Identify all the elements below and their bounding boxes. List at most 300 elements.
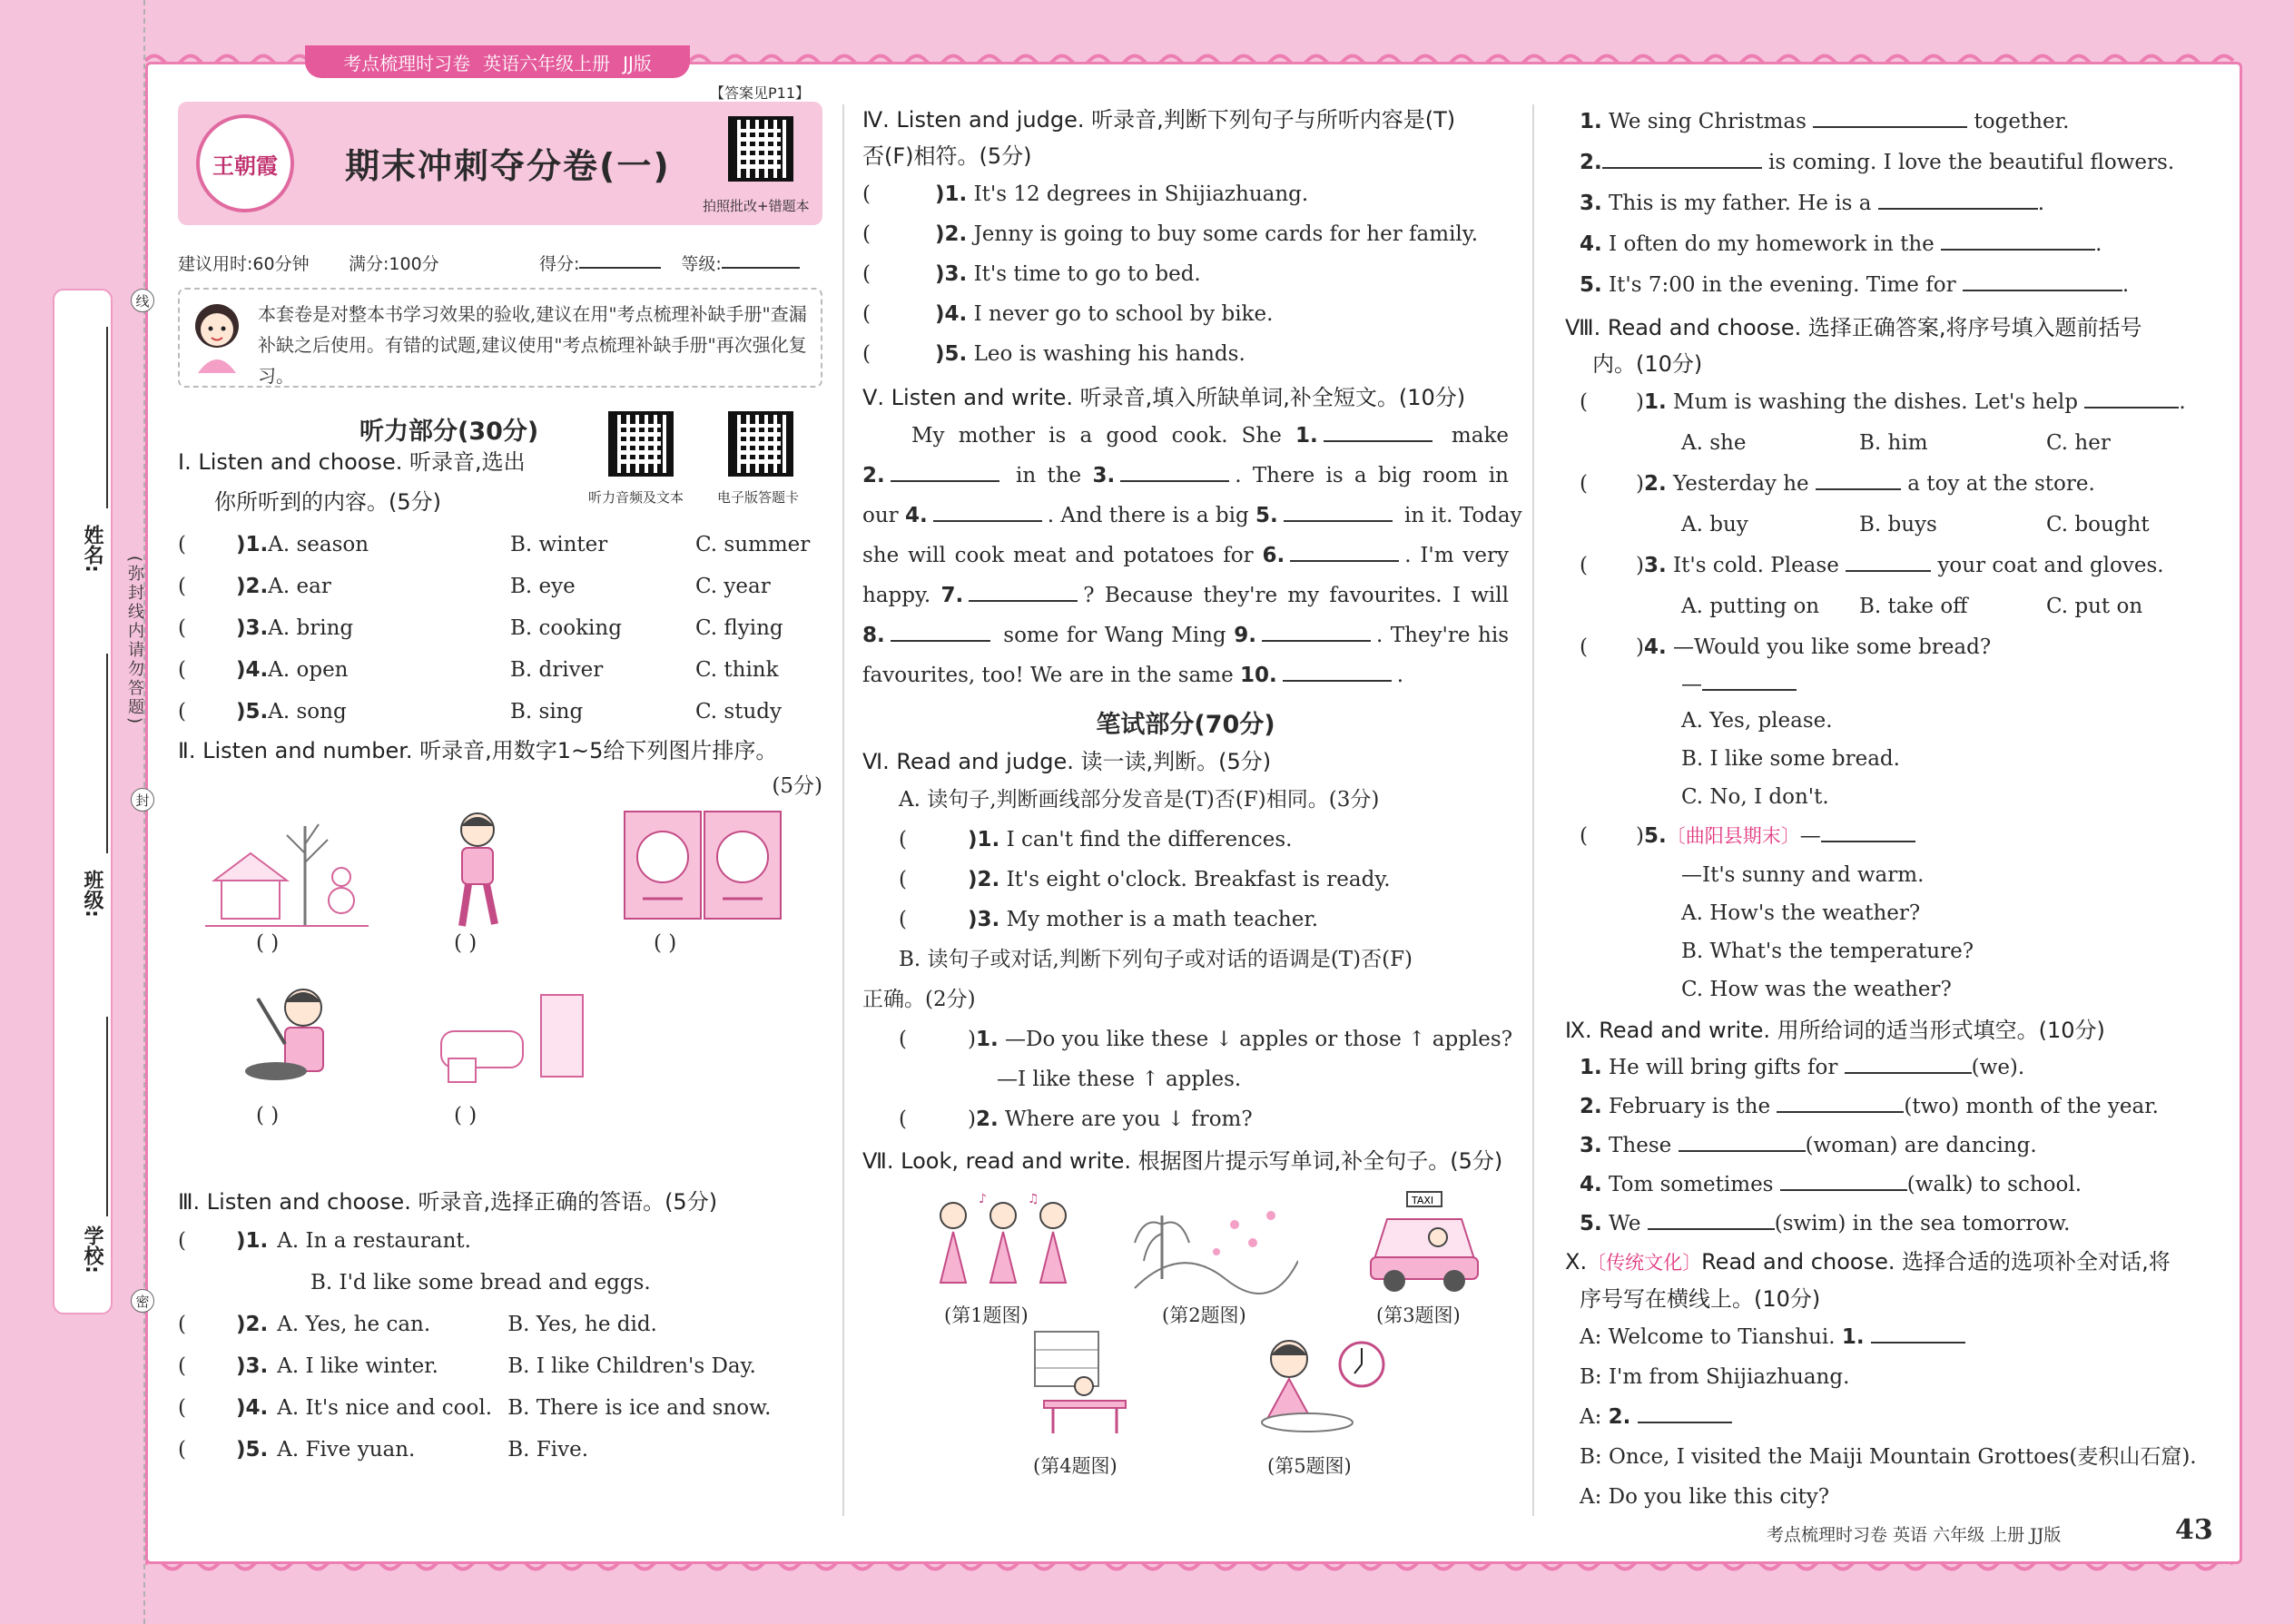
column-right xyxy=(1565,102,2206,1517)
s4-item-text: It's 12 degrees in Shijiazhuang. xyxy=(967,182,1309,206)
s1-option-a xyxy=(236,649,510,691)
s9-blank[interactable] xyxy=(1780,1169,1907,1191)
s9-item xyxy=(1580,1048,2206,1088)
s3-item xyxy=(178,1304,822,1345)
name-line xyxy=(106,327,108,508)
picture-5-paren[interactable]: ( ) xyxy=(454,1104,478,1127)
class-label: 班级: xyxy=(81,870,103,918)
option-a[interactable]: A. putting on xyxy=(1681,595,1820,618)
option-c[interactable]: C. flying xyxy=(695,616,783,640)
dialog-line-3: A: 2. xyxy=(1580,1397,2206,1437)
passage-text: . They're his xyxy=(1375,624,1509,647)
option-b[interactable]: B. driver xyxy=(510,658,604,682)
header-subject: 英语六年级上册 xyxy=(483,52,611,74)
option-b[interactable]: B. I'd like some bread and eggs. xyxy=(310,1271,651,1294)
passage-line xyxy=(862,536,1509,576)
item-number: )3. xyxy=(968,908,1000,931)
score-label: 得分: xyxy=(539,254,580,274)
s7-text-before: I often do my homework in the xyxy=(1601,232,1942,256)
section-6b-item-1-text: —Do you like these ↓ apples or those ↑ apples? xyxy=(1005,1028,1513,1051)
s7-item xyxy=(1580,265,2206,306)
school-label: 学校: xyxy=(81,1225,103,1274)
picture-1-caption: (第1题图) xyxy=(944,1304,1029,1326)
section-9-title: Ⅸ. Read and write. 用所给词的适当形式填空。(10分) xyxy=(1565,1018,2105,1043)
s4-item-text: I never go to school by bike. xyxy=(967,302,1274,326)
answer-paren[interactable]: ( xyxy=(899,908,907,931)
qr-caption: 拍照批改+错题本 xyxy=(703,198,810,214)
section-7-pictures xyxy=(862,1179,1509,1488)
s8-q5-blank[interactable] xyxy=(1821,821,1915,842)
title-banner xyxy=(178,84,822,225)
s4-item xyxy=(862,294,1509,334)
seal-char-seal: 封 xyxy=(131,788,154,812)
s7-text-after: is coming. I love the beautiful flowers. xyxy=(1761,151,2175,174)
option-b[interactable]: B. cooking xyxy=(510,616,622,640)
culture-tag: 〔传统文化〕 xyxy=(1587,1252,1702,1274)
section-6b-item-1-reply: —I like these ↑ apples. xyxy=(997,1068,1242,1091)
answer-paren[interactable]: ( xyxy=(862,182,871,206)
s9-item xyxy=(1580,1205,2206,1244)
study-room-picture xyxy=(1026,1328,1144,1437)
option-c[interactable]: C. think xyxy=(695,658,779,682)
passage-line xyxy=(862,615,1509,655)
answer-paren[interactable]: ( xyxy=(862,222,871,246)
s1-item xyxy=(178,524,822,566)
option-c[interactable]: C. year xyxy=(695,575,771,598)
dialog-line-5: A: Do you like this city? xyxy=(1580,1485,1830,1509)
s7-item xyxy=(1580,183,2206,224)
option-b[interactable]: B. Yes, he did. xyxy=(507,1313,657,1336)
column-divider xyxy=(1532,104,1534,1516)
s7-text-before: This is my father. He is a xyxy=(1601,192,1878,215)
s1-option-a xyxy=(236,691,510,733)
s6a-item xyxy=(862,820,1509,860)
passage-text: . xyxy=(1396,664,1404,687)
s7-text-after: . xyxy=(2122,273,2130,297)
suggested-time: 建议用时:60分钟 xyxy=(178,254,310,274)
section-2-score: (5分) xyxy=(772,774,822,798)
option-b[interactable]: B. winter xyxy=(510,533,608,556)
answer-paren[interactable]: ( xyxy=(178,1354,186,1378)
passage-text: ? Because they're my favourites. I will xyxy=(1083,584,1509,607)
s9-blank[interactable] xyxy=(1845,1052,1972,1074)
section-1-items xyxy=(178,524,822,733)
answer-paren[interactable]: ( xyxy=(862,342,871,366)
section-5-title: Ⅴ. Listen and write. 听录音,填入所缺单词,补全短文。(10分) xyxy=(862,385,1466,410)
passage-blank[interactable] xyxy=(1120,460,1229,482)
answer-paren[interactable]: ( xyxy=(178,1438,186,1462)
passage-blank[interactable] xyxy=(1290,540,1399,562)
section-6a-title: A. 读句子,判断画线部分发音是(T)否(F)相同。(3分) xyxy=(899,788,1380,812)
qr-sheet-caption: 电子版答题卡 xyxy=(717,489,800,506)
passage-text: some for Wang Ming xyxy=(995,624,1235,647)
picture-4-paren[interactable]: ( ) xyxy=(256,1104,280,1127)
dialog-line-4: B: Once, I visited the Maiji Mountain Grottoes(麦积山石窟). xyxy=(1580,1445,2197,1469)
s9-blank[interactable] xyxy=(1777,1091,1904,1113)
s8-q4-text: —Would you like some bread? xyxy=(1673,635,1992,659)
s7-item xyxy=(1580,102,2206,143)
item-number: )5. xyxy=(236,700,269,723)
header-edition: JJ版 xyxy=(623,52,652,74)
option-a[interactable]: A. How's the weather? xyxy=(1681,901,1921,925)
item-number: 5. xyxy=(1580,273,1602,297)
item-number: )5. xyxy=(236,1438,269,1462)
qr-audio-icon[interactable] xyxy=(608,411,674,477)
option-a[interactable]: A. Yes, he can. xyxy=(277,1313,431,1336)
seal-note: (弥封线内请勿答题) xyxy=(125,556,144,727)
option-c[interactable]: C. put on xyxy=(2046,595,2143,618)
s4-item-text: Jenny is going to buy some cards for her family. xyxy=(967,222,1479,246)
item-number: 1. xyxy=(1580,110,1602,133)
boy-walking-picture xyxy=(437,808,518,935)
option-c[interactable]: C. bought xyxy=(2046,513,2150,536)
blank-number: 9. xyxy=(1234,624,1256,647)
note-text: 本套卷是对整本书学习效果的验收,建议在用"考点梳理补缺手册"查漏补缺之后使用。有错的试题,建议使用"考点梳理补缺手册"再次强化复习。 xyxy=(258,303,807,387)
s8-q3: ( )3. It's cold. Please your coat and gloves. xyxy=(1580,546,2206,586)
answer-paren[interactable]: ( xyxy=(862,262,871,286)
passage-text: . There is a big room in xyxy=(1235,464,1509,487)
section-6-title: Ⅵ. Read and judge. 读一读,判断。(5分) xyxy=(862,749,1272,774)
option-a[interactable]: A. Yes, please. xyxy=(1681,709,1833,733)
s6a-item xyxy=(862,860,1509,900)
option-b[interactable]: B. him xyxy=(1859,431,1928,455)
answer-paren[interactable]: ( xyxy=(899,828,907,851)
blank-number: 3. xyxy=(1092,464,1116,487)
option-b[interactable]: B. I like Children's Day. xyxy=(507,1354,756,1378)
option-b[interactable]: B. take off xyxy=(1859,595,1968,618)
option-a[interactable]: A. It's nice and cool. xyxy=(277,1396,493,1420)
header-tab xyxy=(305,45,690,78)
item-number: )3. xyxy=(236,1354,269,1378)
cooking-man-picture xyxy=(240,980,358,1098)
section-6a-items xyxy=(862,820,1509,940)
option-c[interactable]: C. summer xyxy=(695,533,811,556)
passage-blank[interactable] xyxy=(1284,500,1393,522)
s8-q1-options xyxy=(1580,422,2206,464)
section-3-items xyxy=(178,1220,822,1471)
passage-text: favourites, too! We are in the same xyxy=(862,664,1241,687)
option-a[interactable]: A. buy xyxy=(1681,513,1748,536)
section-10-title-cont: 序号写在横线上。(10分) xyxy=(1580,1286,1821,1312)
s6a-item-text: My mother is a math teacher. xyxy=(999,908,1319,931)
picture-2-paren[interactable]: ( ) xyxy=(454,931,478,955)
s1-item xyxy=(178,649,822,691)
section-6b-title-cont: 正确。(2分) xyxy=(862,988,976,1011)
item-number: )1. xyxy=(935,182,968,206)
section-5-passage xyxy=(862,416,1522,695)
s9-blank[interactable] xyxy=(1679,1130,1806,1152)
column-middle xyxy=(862,102,1522,1488)
s9-blank[interactable] xyxy=(1648,1208,1775,1230)
passage-text: our xyxy=(862,504,905,527)
passage-text: . I'm very xyxy=(1404,544,1510,567)
option-b[interactable]: B. I like some bread. xyxy=(1681,747,1900,771)
seal-char-secret: 密 xyxy=(131,1289,154,1313)
option-a-text[interactable]: A. ear xyxy=(268,575,331,598)
passage-text: . And there is a big xyxy=(1047,504,1255,527)
blank-number: 7. xyxy=(940,584,964,607)
spring-picture xyxy=(1126,1188,1298,1297)
singing-children-picture xyxy=(926,1192,1080,1292)
blank-number: 8. xyxy=(862,624,885,647)
option-a[interactable]: A. In a restaurant. xyxy=(277,1229,471,1253)
section-9-items xyxy=(1580,1048,2206,1244)
option-a[interactable]: A. Five yuan. xyxy=(277,1438,416,1462)
answer-paren[interactable]: ( xyxy=(899,868,907,891)
column-divider xyxy=(842,104,844,1516)
option-c[interactable]: C. her xyxy=(2046,431,2111,455)
section-8-title-cont: 内。(10分) xyxy=(1592,351,1703,377)
answer-paren[interactable]: ( xyxy=(178,1229,186,1253)
option-a-text[interactable]: A. song xyxy=(268,700,347,723)
section-1-title-cont: 你所听到的内容。(5分) xyxy=(214,489,441,515)
option-b[interactable]: B. Five. xyxy=(507,1438,589,1462)
answer-paren[interactable]: ( xyxy=(862,302,871,326)
passage-blank[interactable] xyxy=(891,460,999,482)
s8-q5: ( )5.〔曲阳县期末〕— xyxy=(1580,816,2206,856)
picture-2-caption: (第2题图) xyxy=(1162,1304,1246,1326)
s7-blank[interactable] xyxy=(1602,147,1762,169)
answer-paren[interactable]: ( xyxy=(178,575,186,598)
s8-q4-blank[interactable] xyxy=(1702,669,1797,691)
s8-q4-answer: — xyxy=(1580,667,2206,702)
item-number: )1. xyxy=(968,828,1000,851)
name-label: 姓名: xyxy=(81,525,103,573)
s8-q3-text2: your coat and gloves. xyxy=(1937,554,2164,577)
option-a[interactable]: A. I like winter. xyxy=(277,1354,438,1378)
section-6b-item-2: ( )2. Where are you ↓ from? xyxy=(899,1107,1253,1131)
section-4-title: Ⅳ. Listen and judge. 听录音,判断下列句子与所听内容是(T) xyxy=(862,107,1456,133)
s7-text-after: together. xyxy=(1967,110,2070,133)
full-score: 满分:100分 xyxy=(349,254,439,274)
option-c[interactable]: C. study xyxy=(695,700,782,723)
s4-item xyxy=(862,174,1509,214)
picture-3-paren[interactable]: ( ) xyxy=(654,931,677,955)
s9-item xyxy=(1580,1088,2206,1127)
picture-1-paren[interactable]: ( ) xyxy=(256,931,280,955)
s7-item xyxy=(1580,224,2206,265)
item-number: )2. xyxy=(935,222,968,246)
blank-number: 1. xyxy=(1295,424,1318,448)
snow-house-picture xyxy=(205,817,369,935)
s7-blank[interactable] xyxy=(1813,106,1967,128)
answer-reference: 【答案见P11】 xyxy=(709,84,810,102)
s3-item xyxy=(178,1345,822,1387)
taxi-sign: TAXI xyxy=(1412,1195,1434,1206)
s8-q2-text: Yesterday he xyxy=(1673,472,1809,496)
qr-audio-caption: 听力音频及文本 xyxy=(588,489,684,506)
s6a-item xyxy=(862,900,1509,940)
passage-line xyxy=(862,655,1509,695)
option-a-text[interactable]: A. season xyxy=(268,533,369,556)
dinner-time-picture xyxy=(1244,1328,1389,1437)
item-number: 1. xyxy=(975,1028,999,1051)
score-blank[interactable] xyxy=(579,251,661,269)
s1-item xyxy=(178,607,822,649)
s8-q1-blank[interactable] xyxy=(2084,387,2179,408)
s8-q2-blank[interactable] xyxy=(1816,468,1901,490)
s9-text-after: (swim) in the sea tomorrow. xyxy=(1774,1212,2071,1235)
passage-line xyxy=(862,496,1522,536)
item-number: )2. xyxy=(968,868,1000,891)
answer-paren[interactable]: ( xyxy=(178,700,186,723)
s7-blank[interactable] xyxy=(1963,270,2122,291)
passage-blank[interactable] xyxy=(891,620,990,642)
s8-q2-options xyxy=(1580,504,2206,546)
s8-q2-text2: a toy at the store. xyxy=(1907,472,2095,496)
qr-code-icon[interactable] xyxy=(728,116,793,182)
passage-text: in it. Today xyxy=(1397,504,1522,527)
item-number: )3. xyxy=(236,616,269,640)
christmas-cards-picture xyxy=(621,808,784,926)
passage-text: make xyxy=(1437,424,1509,448)
option-c[interactable]: C. How was the weather? xyxy=(1681,978,1952,1001)
s9-text-after: (woman) are dancing. xyxy=(1805,1134,2037,1157)
blank-number: 4. xyxy=(904,504,928,527)
passage-text: happy. xyxy=(862,584,941,607)
section-4-title-cont: 否(F)相符。(5分) xyxy=(862,143,1032,169)
item-number: 3. xyxy=(1580,1134,1602,1157)
s1-option-a xyxy=(236,566,510,607)
item-number: )4. xyxy=(236,1396,269,1420)
s6a-item-text: I can't find the differences. xyxy=(999,828,1293,851)
s4-item-text: Leo is washing his hands. xyxy=(967,342,1245,366)
s4-item-text: It's time to go to bed. xyxy=(967,262,1201,286)
passage-text: she will cook meat and potatoes for xyxy=(862,544,1263,567)
s3-item xyxy=(178,1429,822,1471)
option-a-text[interactable]: A. bring xyxy=(268,616,354,640)
column-left xyxy=(178,84,822,1471)
passage-line xyxy=(862,456,1509,496)
level-blank[interactable] xyxy=(722,251,800,269)
item-number: )2. xyxy=(236,1313,269,1336)
class-line xyxy=(106,654,108,853)
option-a-text[interactable]: A. open xyxy=(268,658,349,682)
picture-5-caption: (第5题图) xyxy=(1267,1455,1352,1477)
s7-blank[interactable] xyxy=(1878,188,2038,210)
s7-text-before: It's 7:00 in the evening. Time for xyxy=(1601,273,1963,297)
s4-item xyxy=(862,214,1509,254)
answer-paren[interactable]: ( xyxy=(178,1396,186,1420)
writing-title: 笔试部分(70分) xyxy=(1096,711,1275,739)
s7-text-after: . xyxy=(2095,232,2102,256)
item-number: 2. xyxy=(975,1107,999,1131)
s9-text-before: We xyxy=(1601,1212,1648,1235)
passage-line xyxy=(862,576,1509,615)
blank-number: 6. xyxy=(1262,544,1285,567)
bathroom-picture xyxy=(432,986,596,1086)
item-number: )1. xyxy=(236,1229,269,1253)
blank-number: 2. xyxy=(862,464,885,487)
school-line xyxy=(106,1017,108,1216)
passage-blank[interactable] xyxy=(1283,660,1392,682)
s7-item xyxy=(1580,143,2206,183)
listening-title: 听力部分(30分) xyxy=(359,418,539,446)
item-number: 1. xyxy=(1580,1056,1602,1079)
passage-text: in the xyxy=(1004,464,1093,487)
s7-blank[interactable] xyxy=(1941,229,2095,251)
dialog-blank-1[interactable] xyxy=(1871,1322,1965,1343)
answer-paren[interactable]: ( xyxy=(178,616,186,640)
qr-answer-sheet-icon[interactable] xyxy=(728,411,793,477)
option-b[interactable]: B. What's the temperature? xyxy=(1681,940,1974,963)
s9-item xyxy=(1580,1127,2206,1166)
section-2-title: Ⅱ. Listen and number. 听录音,用数字1~5给下列图片排序。 xyxy=(178,738,778,763)
s1-item xyxy=(178,691,822,733)
option-b[interactable]: B. There is ice and snow. xyxy=(507,1396,772,1420)
s6a-item-text: It's eight o'clock. Breakfast is ready. xyxy=(999,868,1391,891)
s9-text-before: These xyxy=(1601,1134,1679,1157)
section-6b-title: B. 读句子或对话,判断下列句子或对话的语调是(T)否(F) xyxy=(899,948,1413,971)
exam-title: 期末冲刺夺分卷(一) xyxy=(345,146,671,186)
s8-q3-blank[interactable] xyxy=(1846,550,1931,572)
passage-text: My mother is a good cook. She xyxy=(911,424,1296,448)
option-b[interactable]: B. sing xyxy=(510,700,584,723)
blank-number: 10. xyxy=(1240,664,1277,687)
svg-text:♫: ♫ xyxy=(1028,1192,1039,1206)
seal-char-line: 线 xyxy=(131,289,154,312)
option-a[interactable]: A. she xyxy=(1681,431,1747,455)
note-box xyxy=(178,288,822,388)
blank-number: 5. xyxy=(1255,504,1278,527)
item-number: )2. xyxy=(236,575,269,598)
answer-paren[interactable]: ( xyxy=(178,1313,186,1336)
source-tag: 〔曲阳县期末〕 xyxy=(1666,825,1800,847)
item-number: 4. xyxy=(1580,232,1602,256)
s8-q4: ( )4. —Would you like some bread? xyxy=(1580,635,1992,659)
option-b[interactable]: B. buys xyxy=(1859,513,1937,536)
section-6b-item-2-text: Where are you ↓ from? xyxy=(1005,1107,1253,1131)
brand-logo xyxy=(196,114,294,212)
s8-q4-options xyxy=(1580,702,2206,816)
s8-q5-options xyxy=(1580,856,2206,1009)
s3-item xyxy=(178,1387,822,1429)
taxi-picture xyxy=(1365,1186,1483,1295)
section-1-title: Ⅰ. Listen and choose. 听录音,选出 xyxy=(178,449,526,475)
s8-q1-text: Mum is washing the dishes. Let's help xyxy=(1673,390,2078,414)
passage-blank[interactable] xyxy=(1324,420,1433,442)
section-3-title: Ⅲ. Listen and choose. 听录音,选择正确的答语。(5分) xyxy=(178,1189,718,1215)
s9-text-after: (two) month of the year. xyxy=(1904,1095,2159,1118)
meta-row xyxy=(178,251,822,275)
picture-3-caption: (第3题图) xyxy=(1376,1304,1461,1326)
item-number: 2. xyxy=(1580,1095,1602,1118)
passage-blank[interactable] xyxy=(933,500,1042,522)
answer-paren[interactable]: ( xyxy=(178,533,186,556)
s9-text-after: (walk) to school. xyxy=(1906,1173,2082,1196)
s1-item xyxy=(178,566,822,607)
dialog-line-2: B: I'm from Shijiazhuang. xyxy=(1580,1365,1850,1389)
answer-paren[interactable]: ( xyxy=(178,658,186,682)
s7-text-before: We sing Christmas xyxy=(1601,110,1814,133)
s4-item xyxy=(862,254,1509,294)
passage-blank[interactable] xyxy=(969,580,1078,602)
item-number: 3. xyxy=(1580,192,1602,215)
level-label: 等级: xyxy=(681,254,722,274)
s8-q3-text: It's cold. Please xyxy=(1673,554,1839,577)
s7-text-after: . xyxy=(2037,192,2045,215)
s9-item xyxy=(1580,1166,2206,1205)
option-c[interactable]: C. No, I don't. xyxy=(1681,785,1829,809)
item-number: )1. xyxy=(236,533,269,556)
section-7-title: Ⅶ. Look, read and write. 根据图片提示写单词,补全句子。(5分) xyxy=(862,1148,1503,1174)
option-b[interactable]: B. eye xyxy=(510,575,576,598)
dialog-blank-2[interactable] xyxy=(1638,1402,1732,1423)
passage-blank[interactable] xyxy=(1262,620,1371,642)
dialog-line-1: A: Welcome to Tianshui. 1. xyxy=(1580,1317,2206,1357)
header-series: 考点梳理时习卷 xyxy=(343,52,471,74)
s8-q1: ( )1. Mum is washing the dishes. Let's help . xyxy=(1580,382,2206,422)
